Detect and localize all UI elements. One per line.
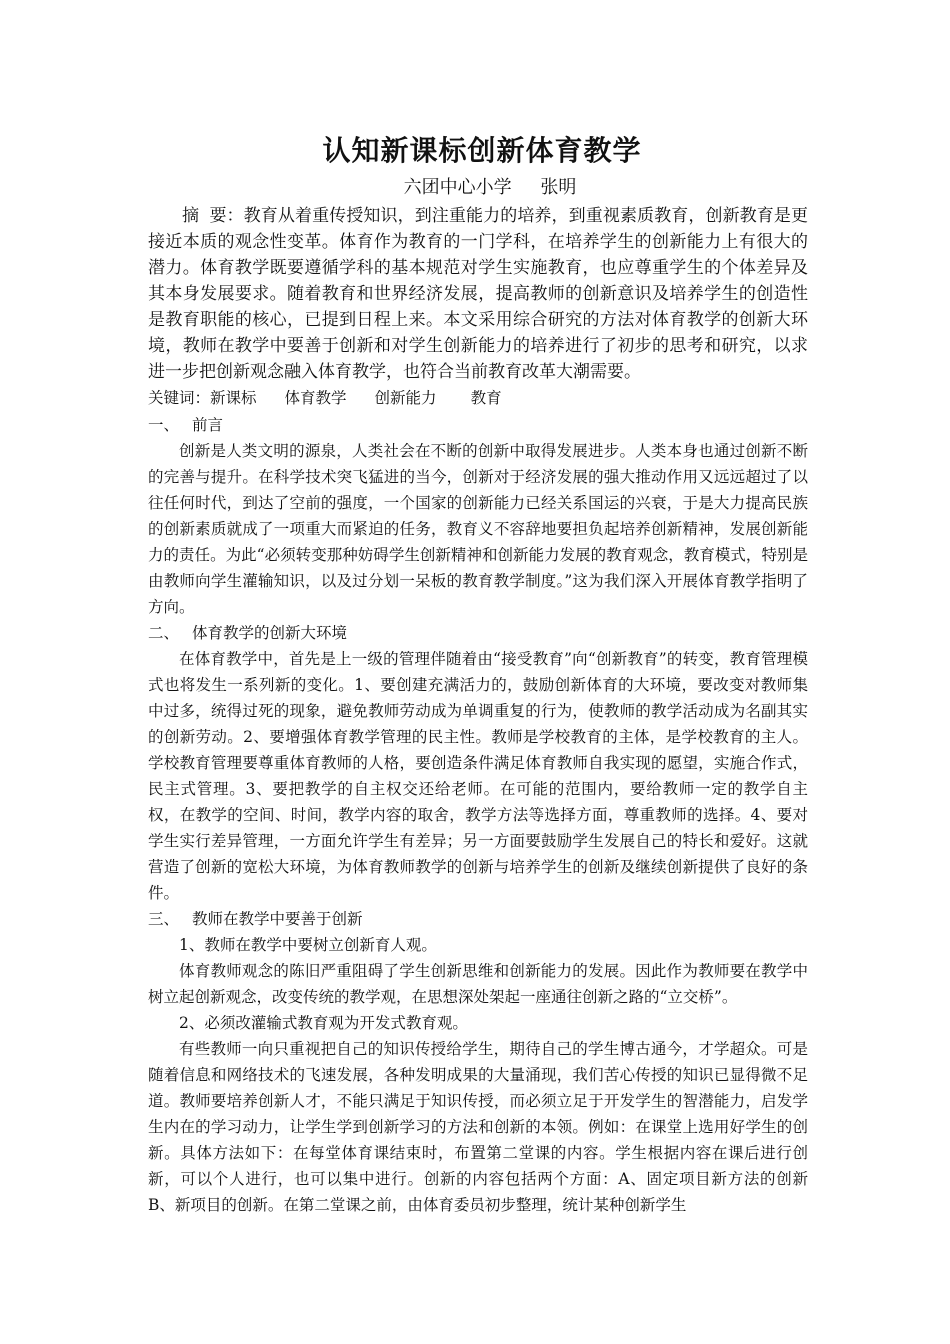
paragraph: 体育教师观念的陈旧严重阻碍了学生创新思维和创新能力的发展。因此作为教师要在教学中树立起创新观念，改变传统的教学观，在思想深处架起一座通往创新之路的“立交桥”。 <box>148 962 808 1006</box>
section-number: 一、 <box>148 416 180 434</box>
subheading: 1、教师在教学中要树立创新育人观。 <box>179 936 437 954</box>
section-title: 体育教学的创新大环境 <box>192 624 348 642</box>
document-title: 认知新课标创新体育教学 <box>322 134 642 167</box>
paragraph: 有些教师一向只重视把自己的知识传授给学生，期待自己的学生博古通今，才学超众。可是随着信息和网络技术的飞速发展，各种发明成果的大量涌现，我们苦心传授的知识已显得微不足道。教师要培养创新人才，不能只满足于知识传授，而必须立足于开发学生的智潜能力，启发学生内在的学习动力，让学生学到创新学习的方法和创新的本领。例如：在课堂上选用好学生的创新。具体方法如下：在每堂体育课结束时，布置第二堂课的内容。学生根据内容在课后进行创新，可以个人进行，也可以集中进行。创新的内容包括两个方面：A、固定项目新方法的创新 B、新项目的创新。在第二堂课之前，由体育委员初步整理，统计某种创新学生 <box>148 1040 808 1214</box>
section-heading <box>148 906 808 932</box>
document-author: 六团中心小学 张明 <box>403 177 577 198</box>
section-title: 教师在教学中要善于创新 <box>192 910 363 928</box>
section-title: 前言 <box>192 416 224 434</box>
abstract <box>148 203 808 385</box>
subheading: 2、必须改灌输式教育观为开发式教育观。 <box>179 1014 468 1032</box>
keyword-item: 新课标 <box>210 389 257 407</box>
section-heading <box>148 412 808 438</box>
abstract-text: 教育从着重传授知识，到注重能力的培养，到重视素质教育，创新教育是更接近本质的观念性变革。体育作为教育的一门学科，在培养学生的创新能力上有很大的潜力。体育教学既要遵循学科的基本规范对学生实施教育，也应尊重学生的个体差异及其本身发展要求。随着教育和世界经济发展，提高教师的创新意识及培养学生的创造性是教育职能的核心，已提到日程上来。本文采用综合研究的方法对体育教学的创新大环境，教师在教学中要善于创新和对学生创新能力的培养进行了初步的思考和研究，以求进一步把创新观念融入体育教学，也符合当前教育改革大潮需要。 <box>148 206 808 382</box>
paragraph: 在体育教学中，首先是上一级的管理伴随着由“接受教育”向“创新教育”的转变，教育管理模式也将发生一系列新的变化。1、要创建充满活力的，鼓励创新体育的大环境，要改变对教师集中过多，统得过死的现象，避免教师劳动成为单调重复的行为，使教师的教学活动成为名副其实的创新劳动。2、要增强体育教学管理的民主性。教师是学校教育的主体，是学校教育的主人。学校教育管理要尊重体育教师的人格，要创造条件满足体育教师自我实现的愿望，实施合作式，民主式管理。3、要把教学的自主权交还给老师。在可能的范围内，要给教师一定的教学自主权，在教学的空间、时间，教学内容的取舍，教学方法等选择方面，尊重教师的选择。4、要对学生实行差异管理，一方面允许学生有差异；另一方面要鼓励学生发展自己的特长和爱好。这就营造了创新的宽松大环境，为体育教师教学的创新与培养学生的创新及继续创新提供了良好的条件。 <box>148 650 808 902</box>
paragraph: 创新是人类文明的源泉，人类社会在不断的创新中取得发展进步。人类本身也通过创新不断的完善与提升。在科学技术突飞猛进的当今，创新对于经济发展的强大推动作用又远远超过了以往任何时代，到达了空前的强度，一个国家的创新能力已经关系国运的兴衰，于是大力提高民族的创新素质就成了一项重大而紧迫的任务，教育义不容辞地要担负起培养创新精神，发展创新能力的责任。为此“必须转变那种妨碍学生创新精神和创新能力发展的教育观念，教育模式，特别是由教师向学生灌输知识，以及过分划一呆板的教育教学制度。”这为我们深入开展体育教学指明了方向。 <box>148 442 808 616</box>
document-body <box>148 133 808 1218</box>
keyword-item: 体育教学 <box>284 389 347 407</box>
keywords-line <box>148 385 808 412</box>
abstract-label: 摘 要： <box>182 206 244 226</box>
section-number: 二、 <box>148 624 180 642</box>
section-number: 三、 <box>148 910 180 928</box>
section-heading <box>148 620 808 646</box>
keyword-item: 教育 <box>470 389 502 407</box>
keywords-label: 关键词： <box>148 389 211 407</box>
keyword-item: 创新能力 <box>374 389 437 407</box>
